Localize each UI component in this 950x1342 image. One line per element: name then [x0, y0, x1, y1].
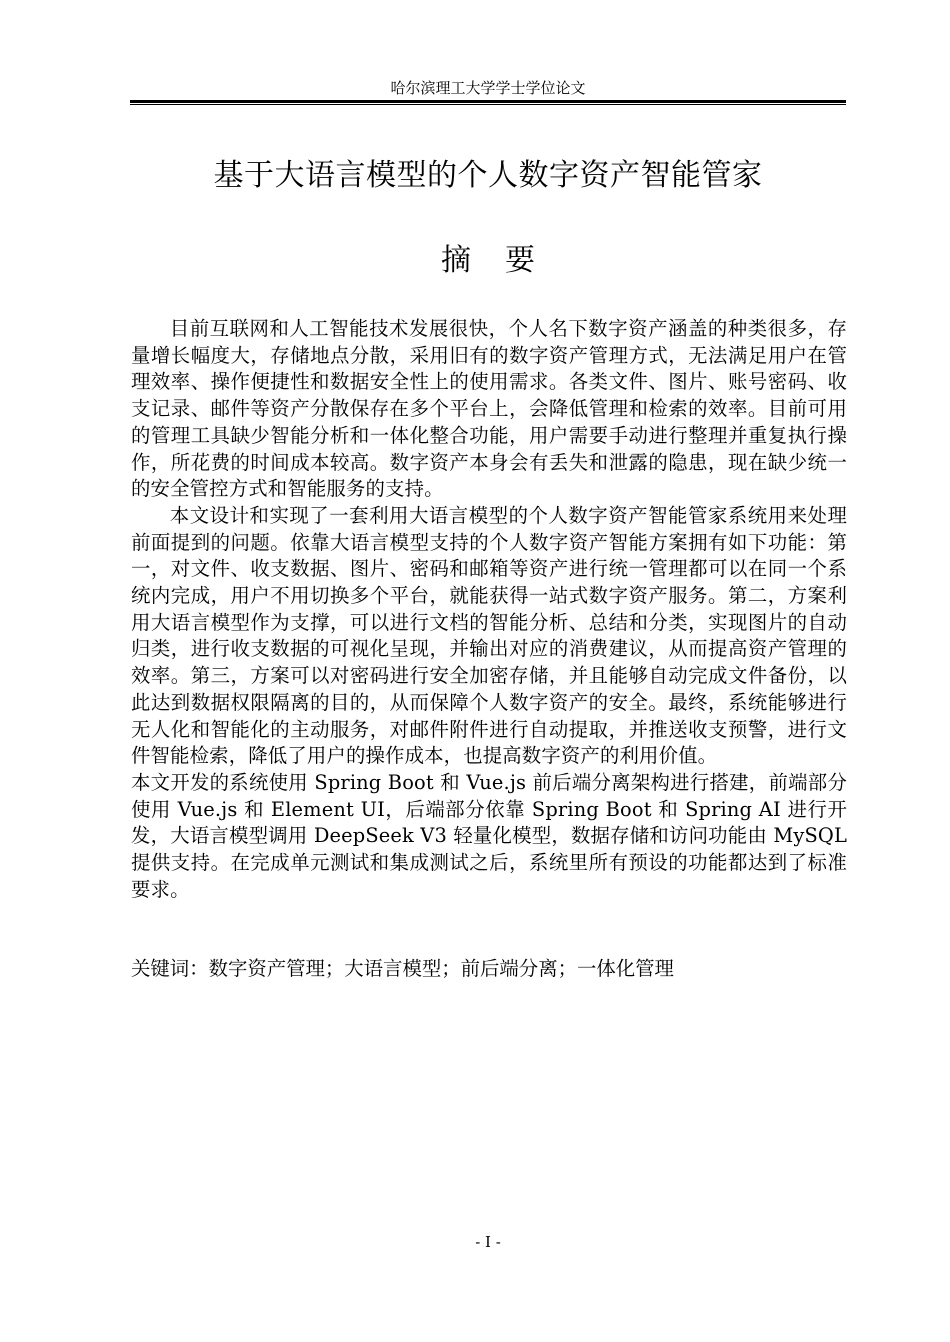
abstract-body	[131, 316, 847, 903]
abstract-heading: 摘要	[441, 243, 569, 278]
keywords-text: 数字资产管理；大语言模型；前后端分离；一体化管理	[208, 957, 674, 980]
abstract-paragraph-1: 目前互联网和人工智能技术发展很快，个人名下数字资产涵盖的种类很多，存量增长幅度大，存储地点分散，采用旧有的数字资产管理方式，无法满足用户在管理效率、操作便捷性和数据安全性上的使用需求。各类文件、图片、账号密码、收支记录、邮件等资产分散保存在多个平台上，会降低管理和检索的效率。目前可用的管理工具缺少智能分析和一体化整合功能，用户需要手动进行整理并重复执行操作，所花费的时间成本较高。数字资产本身会有丢失和泄露的隐患，现在缺少统一的安全管控方式和智能服务的支持。	[131, 317, 847, 501]
running-header: 哈尔滨理工大学学士学位论文	[390, 79, 586, 97]
thesis-title: 基于大语言模型的个人数字资产智能管家	[213, 158, 763, 193]
header-rule-thin	[130, 104, 846, 105]
keywords-label: 关键词：	[131, 957, 209, 980]
header-rule-thick	[130, 100, 846, 103]
abstract-paragraph-3: 本文开发的系统使用 Spring Boot 和 Vue.js 前后端分离架构进行搭建，前端部分使用 Vue.js 和 Element UI，后端部分依靠 Spring Boot 和 Spring AI 进行开发，大语言模型调用 DeepSeek V3 轻量化模型，数据存储和访问功能由 MySQL 提供支持。在完成单元测试和集成测试之后，系统里所有预设的功能都达到了标准要求。	[131, 770, 847, 901]
abstract-paragraph-2: 本文设计和实现了一套利用大语言模型的个人数字资产智能管家系统用来处理前面提到的问题。依靠大语言模型支持的个人数字资产智能方案拥有如下功能：第一，对文件、收支数据、图片、密码和邮箱等资产进行统一管理都可以在同一个系统内完成，用户不用切换多个平台，就能获得一站式数字资产服务。第二，方案利用大语言模型作为支撑，可以进行文档的智能分析、总结和分类，实现图片的自动归类，进行收支数据的可视化呈现，并输出对应的消费建议，从而提高资产管理的效率。第三，方案可以对密码进行安全加密存储，并且能够自动完成文件备份，以此达到数据权限隔离的目的，从而保障个人数字资产的安全。最终，系统能够进行无人化和智能化的主动服务，对邮件附件进行自动提取，并推送收支预警，进行文件智能检索，降低了用户的操作成本，也提高数字资产的利用价值。	[131, 503, 847, 768]
keywords-line	[131, 955, 847, 982]
page-number: - I -	[475, 1233, 501, 1251]
